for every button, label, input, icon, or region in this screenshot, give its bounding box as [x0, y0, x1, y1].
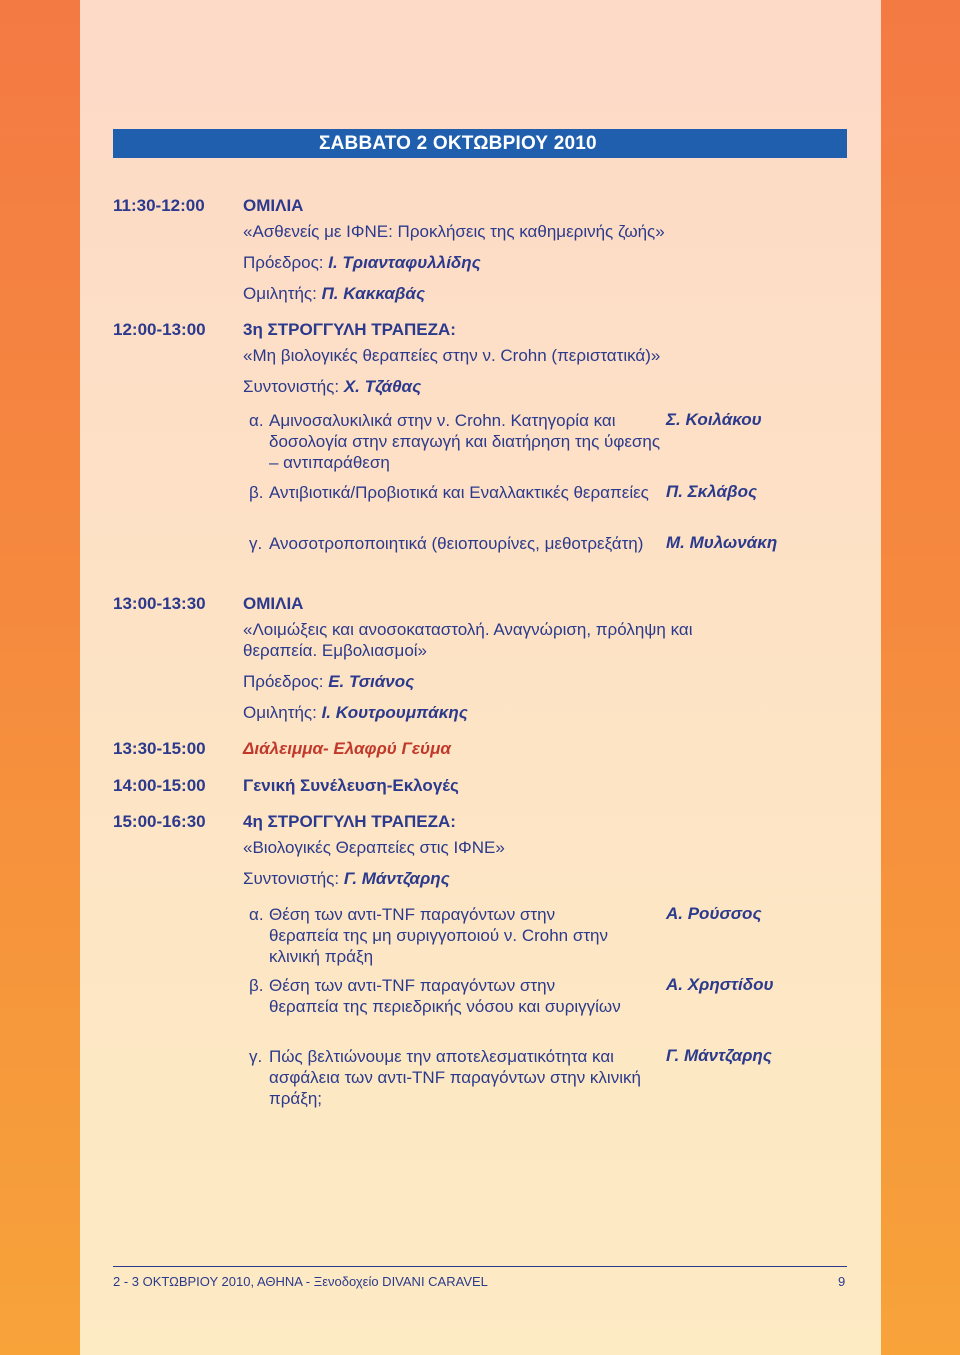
session-type: 4η ΣΤΡΟΓΓΥΛΗ ΤΡΑΠΕΖΑ:: [243, 812, 456, 831]
session-time: 14:00-15:00: [113, 776, 206, 795]
item-text: Αμινοσαλυκιλικά στην ν. Crohn. Κατηγορία και δοσολογία στην επαγωγή και διατήρηση της ύφεσης – αντιπαράθεση: [269, 411, 661, 472]
item-number: β.: [249, 976, 264, 995]
session-title: «Βιολογικές Θεραπείες στις ΙΦΝΕ»: [243, 838, 505, 857]
coordinator-name: Χ. Τζάθας: [343, 377, 422, 396]
speaker-line: [243, 703, 468, 723]
list-item: [249, 1046, 649, 1109]
session-title-cont: θεραπεία. Εμβολιασμοί»: [243, 641, 428, 660]
footer-text: 2 - 3 ΟΚΤΩΒΡΙΟΥ 2010, ΑΘΗΝΑ - Ξενοδοχείο DIVANI CARAVEL: [113, 1274, 488, 1289]
list-item: [249, 482, 669, 503]
session-time: 12:00-13:00: [113, 320, 206, 339]
item-number: β.: [249, 483, 264, 502]
session-time: 13:00-13:30: [113, 594, 206, 613]
chair-name: Ε. Τσιάνος: [328, 672, 415, 691]
coordinator-label: Συντονιστής:: [243, 377, 340, 396]
speaker-name: Π. Κακκαβάς: [321, 284, 425, 303]
item-speaker: Σ. Κοιλάκου: [666, 410, 762, 429]
session-type: ΟΜΙΛΙΑ: [243, 196, 304, 215]
session-title: «Ασθενείς με ΙΦΝΕ: Προκλήσεις της καθημερινής ζωής»: [243, 222, 665, 241]
item-speaker: Γ. Μάντζαρης: [666, 1046, 772, 1065]
chair-label: Πρόεδρος:: [243, 672, 324, 691]
coordinator-label: Συντονιστής:: [243, 869, 340, 888]
item-number: α.: [249, 905, 264, 924]
item-number: γ.: [249, 534, 263, 553]
session-title: «Μη βιολογικές θεραπείες στην ν. Crohn (περιστατικά)»: [243, 346, 661, 365]
session-time: 11:30-12:00: [113, 196, 205, 215]
item-speaker: Π. Σκλάβος: [666, 482, 758, 501]
coordinator-line: [243, 377, 421, 397]
item-text: Αντιβιοτικά/Προβιοτικά και Εναλλακτικές θεραπείες: [269, 483, 649, 502]
item-number: α.: [249, 411, 264, 430]
item-text: Θέση των αντι-TNF παραγόντων στην θεραπεία της μη συριγγοποιού ν. Crohn στην κλινική πράξη: [269, 905, 609, 966]
list-item: [249, 410, 669, 473]
session-title: «Λοιμώξεις και ανοσοκαταστολή. Αναγνώριση, πρόληψη και: [243, 620, 693, 639]
speaker-label: Ομιλητής:: [243, 703, 317, 722]
speaker-name: Ι. Κουτρουμπάκης: [321, 703, 468, 722]
day-banner: ΣΑΒΒΑΤΟ 2 ΟΚΤΩΒΡΙΟΥ 2010: [113, 129, 847, 158]
break-label: Διάλειμμα- Ελαφρύ Γεύμα: [243, 739, 451, 758]
item-number: γ.: [249, 1047, 263, 1066]
session-type: 3η ΣΤΡΟΓΓΥΛΗ ΤΡΑΠΕΖΑ:: [243, 320, 456, 339]
item-speaker: Α. Ρούσσος: [666, 904, 762, 923]
session-time: 13:30-15:00: [113, 739, 206, 758]
page-number: 9: [838, 1274, 846, 1289]
speaker-label: Ομιλητής:: [243, 284, 317, 303]
item-text: Πώς βελτιώνουμε την αποτελεσματικότητα και ασφάλεια των αντι-TNF παραγόντων στην κλινική πράξη;: [269, 1047, 641, 1108]
list-item: [249, 904, 629, 967]
session-type: ΟΜΙΛΙΑ: [243, 594, 304, 613]
item-text: Θέση των αντι-TNF παραγόντων στην θεραπεία της περιεδρικής νόσου και συριγγίων: [269, 976, 621, 1016]
chair-label: Πρόεδρος:: [243, 253, 324, 272]
session-time: 15:00-16:30: [113, 812, 206, 831]
chair-line: [243, 672, 414, 692]
item-speaker: Α. Χρηστίδου: [666, 975, 774, 994]
chair-name: Ι. Τριανταφυλλίδης: [328, 253, 481, 272]
chair-line: [243, 253, 481, 273]
list-item: [249, 975, 629, 1017]
coordinator-name: Γ. Μάντζαρης: [343, 869, 450, 888]
coordinator-line: [243, 869, 450, 889]
list-item: [249, 533, 649, 554]
speaker-line: [243, 284, 425, 304]
footer-rule: [113, 1266, 847, 1267]
session-type: Γενική Συνέλευση-Εκλογές: [243, 776, 459, 795]
item-text: Ανοσοτροποποιητικά (θειοπουρίνες, μεθοτρεξάτη): [269, 534, 644, 553]
item-speaker: Μ. Μυλωνάκη: [666, 533, 778, 552]
